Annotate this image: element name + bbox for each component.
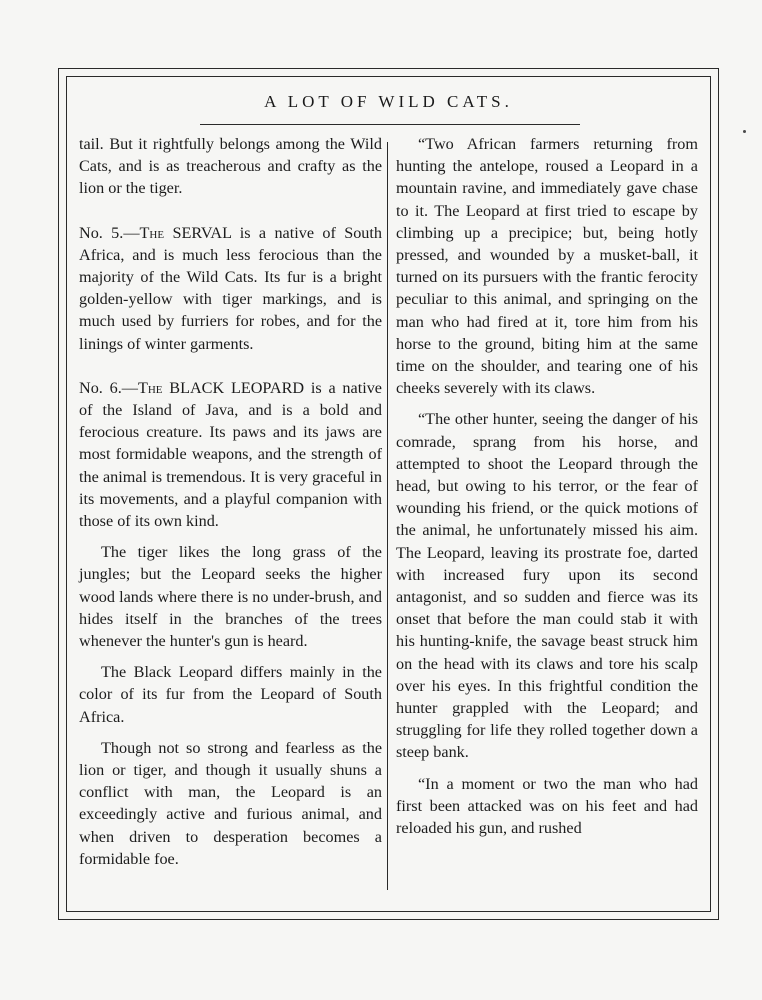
left-paragraph-1: tail. But it rightfully belongs among the Wild Cats, and is as treacherous and crafty as the lion or the tiger. [79,135,382,198]
right-paragraph-2: “The other hunter, seeing the danger of his comrade, sprang from his horse, and attempted to shoot the Leopard through the head, but owing to his terror, or the fear of wounding his friend, or the quick motions of the animal, he unfortunately missed his aim. The Leopard, leaving its prostrate foe, darted with increased fury upon its second antagonist, and so sudden and fierce was its onset that before the man could stab it with his hunting-knife, the savage beast struck him on the head with its claws and tore his scalp over his eyes. In this frightful condition the hunter grappled with the Leopard; and struggling for life they rolled together down a steep bank. [396,410,698,762]
entry-number: No. 5.— [79,223,140,242]
entry-body: is a native of South Africa, and is much less ferocious than the majority of the Wild Cats. Its fur is a bright golden-yellow with tiger markings, and is much used by furriers for robes, and for the linings of winter garments. [79,223,382,353]
entry-article: The [139,223,165,242]
left-paragraph-5: The Black Leopard differs mainly in the color of its fur from the Leopard of South Africa. [79,663,382,726]
column-divider [387,142,388,890]
right-paragraph-1: “Two African farmers returning from hunting the antelope, roused a Leopard in a mountain ravine, and immediately gave chase to it. The Leopard at first tried to escape by climbing up a precipice; but, being hotly pressed, and wounded by a musket-ball, it turned on its pursuers with the frantic ferocity peculiar to this animal, and springing on the man who had fired at it, tore him from his horse to the ground, biting him at the same time on the shoulder, and tearing one of his cheeks severely with its claws. [396,135,698,398]
entry-name: SERVAL [172,223,232,242]
entry-article: The [137,378,163,397]
left-paragraph-6: Though not so strong and fearless as the lion or tiger, and though it usually shuns a conflict with man, the Leopard is an exceedingly active and furious animal, and when driven to desperation becomes a formidable foe. [79,738,382,868]
page-title: A LOT OF WILD CATS. [264,92,513,111]
left-column [79,133,382,870]
entry-name: BLACK LEOPARD [169,378,305,397]
left-paragraph-serval [79,222,382,355]
right-paragraph-3: “In a moment or two the man who had first been attacked was on his feet and had reloaded his gun, and rushed [396,774,698,838]
entry-number: No. 6.— [79,378,138,397]
left-paragraph-4: The tiger likes the long grass of the jungles; but the Leopard seeks the higher wood lands where there is no under-brush, and hides itself in the branches of the trees whenever the hunter's gun is heard. [79,543,382,651]
title-rule [200,124,580,125]
entry-body: is a native of the Island of Java, and is a bold and ferocious creature. Its paws and its jaws are most formidable weapons, and the strength of the animal is tremendous. It is very graceful in its movements, and a playful companion with those of its own kind. [79,378,382,531]
right-column [396,133,698,839]
margin-speck [743,130,746,133]
left-paragraph-black-leopard [79,377,382,532]
